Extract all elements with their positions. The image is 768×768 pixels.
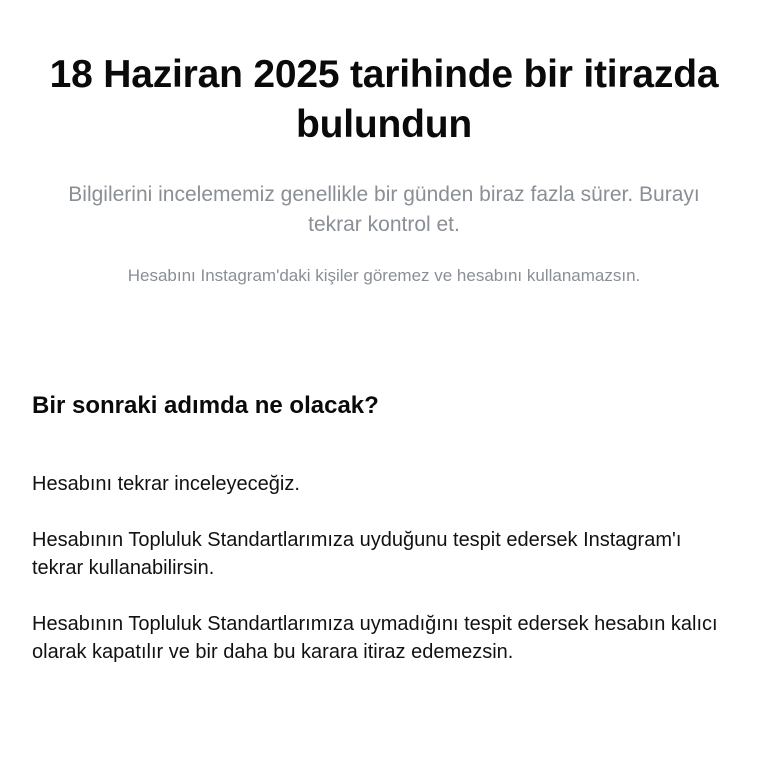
next-steps-section xyxy=(32,390,736,666)
appeal-header xyxy=(0,50,768,288)
next-step-restore-text: Hesabının Topluluk Standartlarımıza uyduğunu tespit edersek Instagram'ı tekrar kullanabilirsin. xyxy=(32,529,682,579)
review-time-text: Bilgilerini incelememiz genellikle bir günden biraz fazla sürer. Burayı tekrar kontrol et. xyxy=(68,183,700,236)
account-status-note: Hesabını Instagram'daki kişiler göremez ve hesabını kullanamazsın. xyxy=(127,266,641,285)
next-step-review-text: Hesabını tekrar inceleyeceğiz. xyxy=(32,473,300,495)
next-step-disable-text: Hesabının Topluluk Standartlarımıza uymadığını tespit edersek hesabın kalıcı olarak kapatılır ve bir daha bu karara itiraz edemezsin. xyxy=(32,613,718,663)
next-steps-heading: Bir sonraki adımda ne olacak? xyxy=(32,392,379,419)
page-title: 18 Haziran 2025 tarihinde bir itirazda bulundun xyxy=(49,53,719,146)
